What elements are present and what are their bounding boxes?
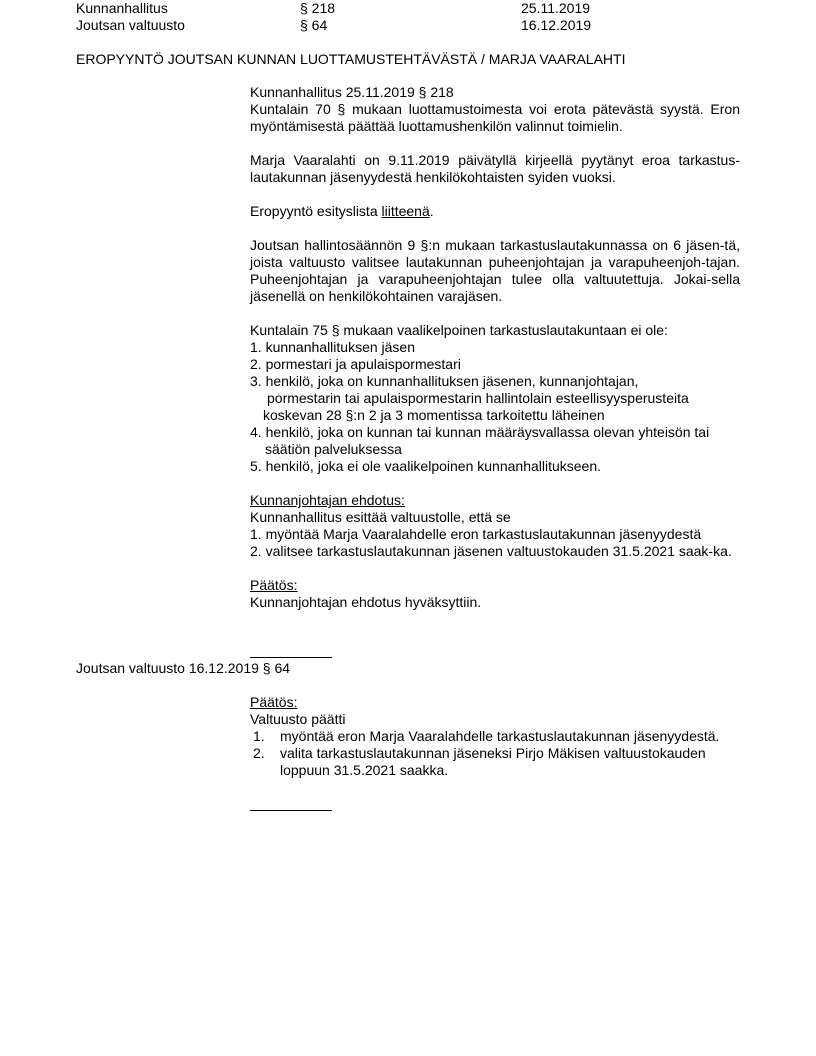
council-item-2-number: 2. — [253, 745, 265, 761]
header-body-1: Kunnanhallitus — [76, 0, 168, 16]
header-date-2: 16.12.2019 — [521, 17, 592, 33]
kh-paragraph-3-end: . — [429, 203, 434, 219]
kh-eligibility-intro: Kuntalain 75 § mukaan vaalikelpoinen tarkastuslautakuntaan ei ole: — [250, 322, 668, 338]
list-item: 2. pormestari ja apulaispormestari — [250, 356, 461, 372]
proposal-intro: Kunnanhallitus esittää valtuustolle, että se — [250, 509, 511, 525]
divider-line — [250, 810, 332, 811]
kh-paragraph-1: Kuntalain 70 § mukaan luottamustoimesta voi erota pätevästä syystä. Eron myöntämisestä päättää luottamushenkilön valinnut toimielin. — [250, 101, 740, 134]
header-body-2: Joutsan valtuusto — [76, 17, 185, 33]
kh-section — [250, 84, 740, 611]
council-decision-item-2 — [250, 745, 740, 779]
kh-decision-text: Kunnanjohtajan ehdotus hyväksyttiin. — [250, 594, 482, 610]
council-section — [250, 694, 740, 779]
divider-line — [250, 657, 332, 658]
council-decision-item-1 — [250, 728, 740, 745]
council-item-2-text: valita tarkastuslautakunnan jäseneksi Pirjo Mäkisen valtuustokauden loppuun 31.5.2021 saakka. — [280, 745, 706, 778]
header-section-2: § 64 — [300, 17, 328, 33]
proposal-heading: Kunnanjohtajan ehdotus: — [250, 492, 405, 508]
list-item: 1. kunnanhallituksen jäsen — [250, 339, 416, 355]
kh-heading: Kunnanhallitus 25.11.2019 § 218 — [250, 84, 454, 100]
list-item-cont: pormestarin tai apulaispormestarin hallintolain esteellisyysperusteita — [267, 390, 689, 406]
header-date-1: 25.11.2019 — [521, 0, 591, 16]
council-decision-intro: Valtuusto päätti — [250, 711, 346, 727]
kh-paragraph-4: Joutsan hallintosäännön 9 §:n mukaan tarkastuslautakunnassa on 6 jäsen-tä, joista valtuusto valitsee lautakunnan puheenjohtajan ja varapuheenjoh-tajan. Puheenjohtajan ja varapuheenjohtajan tulee olla valtuutettuja. Jokai-sella jäsenellä on henkilökohtainen varajäsen. — [250, 237, 740, 304]
council-item-1-text: myöntää eron Marja Vaaralahdelle tarkastuslautakunnan jäsenyydestä. — [280, 728, 720, 744]
kh-paragraph-2: Marja Vaaralahti on 9.11.2019 päivätyllä kirjeellä pyytänyt eroa tarkastus-lautakunnan jäsenyydestä henkilökohtaisten syiden vuoksi. — [250, 152, 740, 185]
list-item: 5. henkilö, joka ei ole vaalikelpoinen kunnanhallitukseen. — [250, 458, 602, 474]
proposal-item-1: 1. myöntää Marja Vaaralahdelle eron tarkastuslautakunnan jäsenyydestä — [250, 526, 702, 542]
proposal-item-2: 2. valitsee tarkastuslautakunnan jäsenen valtuustokauden 31.5.2021 saak-ka. — [250, 543, 732, 559]
kh-decision-heading: Päätös: — [250, 577, 298, 593]
council-item-1-number: 1. — [253, 728, 265, 744]
council-decision-heading: Päätös: — [250, 694, 298, 710]
document-title: EROPYYNTÖ JOUTSAN KUNNAN LUOTTAMUSTEHTÄVÄSTÄ / MARJA VAARALAHTI — [76, 51, 626, 67]
kh-paragraph-3-text: Eropyyntö esityslista — [250, 203, 382, 219]
list-item-cont: koskevan 28 §:n 2 ja 3 momentissa tarkoitettu läheinen — [263, 407, 605, 423]
list-item-cont: säätiön palveluksessa — [265, 441, 402, 457]
council-heading: Joutsan valtuusto 16.12.2019 § 64 — [76, 660, 291, 676]
kh-paragraph-3 — [250, 203, 740, 220]
list-item: 3. henkilö, joka on kunnanhallituksen jäsenen, kunnanjohtajan, — [250, 373, 639, 389]
header-section-1: § 218 — [300, 0, 336, 16]
attachment-link[interactable]: liitteenä — [381, 203, 430, 219]
list-item: 4. henkilö, joka on kunnan tai kunnan määräysvallassa olevan yhteisön tai — [250, 424, 710, 440]
